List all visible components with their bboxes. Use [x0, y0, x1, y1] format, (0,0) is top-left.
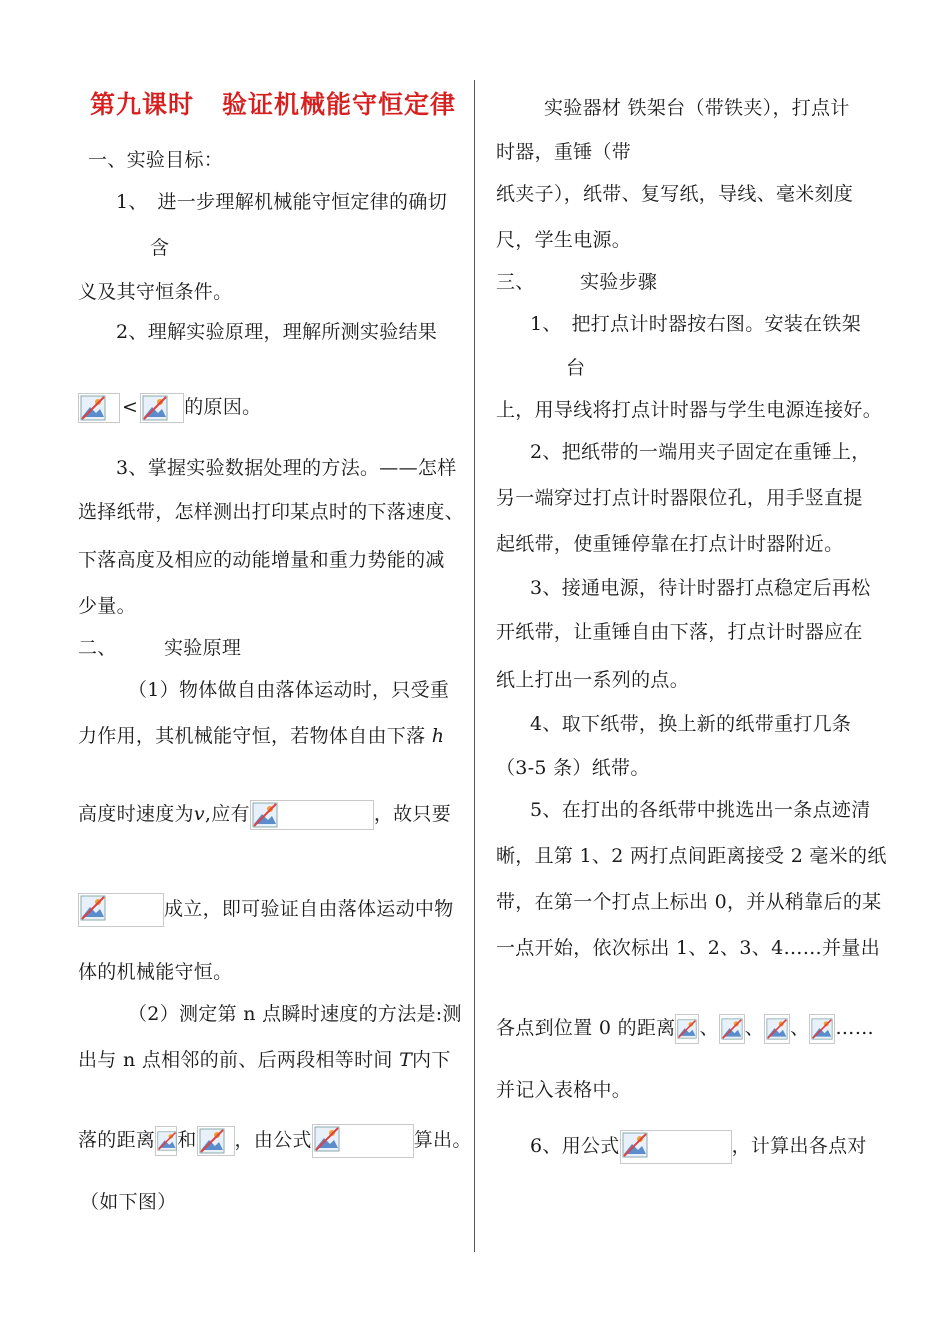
- formula-image-icon: [764, 1014, 790, 1044]
- principle-1-should-text: ,应有: [204, 803, 250, 825]
- equipment-line2: 时器，重锤（带: [496, 141, 632, 163]
- objective-1-line2: 含: [150, 237, 170, 259]
- step-2-line1: 2、把纸带的一端用夹子固定在重锤上，: [530, 441, 871, 463]
- step-5-line4: 一点开始，依次标出 1、2、3、4……并量出: [496, 937, 880, 959]
- principle-2-text: 出与 n 点相邻的前、后两段相等时间: [78, 1049, 393, 1071]
- principle-2-line1: （2）测定第 n 点瞬时速度的方法是:测: [128, 1003, 462, 1025]
- principle-1-text: 力作用，其机械能守恒，若物体自由下落: [78, 725, 426, 747]
- section-1-heading: 一、实验目标：: [88, 149, 224, 171]
- formula-image-icon: [809, 1014, 835, 1044]
- step-1-line1: 1、 把打点计时器按右图。安装在铁架: [530, 313, 861, 335]
- equipment-line3: 纸夹子），纸带、复写纸，导线、毫米刻度: [496, 183, 854, 205]
- objective-3-line3: 下落高度及相应的动能增量和重力势能的减: [78, 549, 445, 571]
- principle-1-line4: [78, 893, 454, 927]
- step-5-line1: 5、在打出的各纸带中挑选出一条点迹清: [530, 799, 871, 821]
- step-5-line6: 并记入表格中。: [496, 1079, 632, 1101]
- principle-2-line3: [78, 1124, 472, 1158]
- equipment-line1: 实验器材 铁架台（带铁夹），打点计: [544, 97, 850, 119]
- step-2-line3: 起纸带，使重锤停靠在打点计时器附近。: [496, 533, 844, 555]
- ellipsis: ……: [835, 1017, 875, 1039]
- formula-image-icon: [140, 393, 184, 423]
- step-4-line2: （3-5 条）纸带。: [496, 757, 650, 779]
- objective-1-line1: 1、 进一步理解机械能守恒定律的确切: [116, 191, 447, 213]
- section-3-number: 三、: [496, 271, 535, 293]
- formula-image-icon: [719, 1014, 745, 1044]
- step-6-line1: [530, 1130, 867, 1164]
- section-2-heading: 实验原理: [164, 637, 242, 659]
- separator: 、: [744, 1017, 765, 1039]
- objective-1-line3: 义及其守恒条件。: [78, 281, 233, 303]
- section-3-heading: 实验步骤: [580, 271, 658, 293]
- formula-image-icon: [78, 893, 164, 927]
- formula-image-icon: [675, 1014, 699, 1044]
- step-5-distance-text: 各点到位置 0 的距离: [496, 1017, 676, 1039]
- step-3-line1: 3、接通电源，待计时器打点稳定后再松: [530, 577, 871, 599]
- formula-image-icon: [312, 1124, 414, 1158]
- column-divider: [474, 80, 475, 1252]
- objective-3-line1: 3、掌握实验数据处理的方法。——怎样: [116, 457, 457, 479]
- objective-3-line2: 选择纸带，怎样测出打印某点时的下落速度、: [78, 501, 465, 523]
- principle-2-formula-text: ，由公式: [234, 1129, 312, 1151]
- principle-2-distance-text: 落的距离: [78, 1129, 156, 1151]
- principle-1-line1: （1）物体做自由落体运动时，只受重: [128, 679, 450, 701]
- variable-h: h: [431, 725, 445, 747]
- step-1-line2: 台: [566, 357, 586, 379]
- step-3-line2: 开纸带，让重锤自由下落，打点计时器应在: [496, 621, 863, 643]
- principle-1-verify-text: 成立，即可验证自由落体运动中物: [164, 898, 454, 920]
- page-title: [90, 90, 456, 120]
- principle-2-below-text: 内下: [412, 1049, 451, 1071]
- step-5-line3: 带，在第一个打点上标出 0，并从稍靠后的某: [496, 891, 882, 913]
- equipment-line4: 尺，学生电源。: [496, 229, 632, 251]
- principle-2-calc-text: 算出。: [413, 1129, 472, 1151]
- separator: 、: [699, 1017, 719, 1039]
- section-2-number: 二、: [78, 637, 117, 659]
- principle-1-line2: [78, 724, 444, 748]
- objective-3-line4: 少量。: [78, 595, 136, 617]
- principle-1-speed-text: 高度时速度为: [78, 803, 194, 825]
- less-than-symbol: <: [122, 396, 139, 418]
- principle-1-only-text: ，故只要: [373, 803, 452, 825]
- variable-v: v: [193, 803, 205, 825]
- principle-2-and-text: 和: [177, 1129, 197, 1151]
- formula-image-icon: [197, 1126, 235, 1156]
- step-3-line3: 纸上打出一系列的点。: [496, 669, 690, 691]
- objective-2-line1: 2、理解实验原理，理解所测实验结果: [116, 321, 438, 343]
- formula-image-icon: [620, 1130, 732, 1164]
- step-5-line5: [496, 1014, 874, 1044]
- title-lesson: 第九课时: [90, 90, 195, 119]
- step-2-line2: 另一端穿过打点计时器限位孔，用手竖直提: [496, 487, 863, 509]
- step-5-line2: 晰，且第 1、2 两打点间距离接受 2 毫米的纸: [496, 845, 887, 867]
- step-4-line1: 4、取下纸带，换上新的纸带重打几条: [530, 713, 852, 735]
- principle-2-line2: [78, 1048, 451, 1072]
- step-1-line3: 上，用导线将打点计时器与学生电源连接好。: [496, 399, 883, 421]
- step-6-formula-text: 6、用公式: [530, 1135, 620, 1157]
- principle-2-figure-note: （如下图）: [80, 1191, 177, 1213]
- separator: 、: [790, 1017, 810, 1039]
- step-6-calc-text: ，计算出各点对: [731, 1135, 867, 1157]
- title-topic: 验证机械能守恒定律: [222, 90, 457, 119]
- variable-T: T: [399, 1049, 413, 1071]
- objective-2-line2: [78, 393, 261, 423]
- principle-1-line3: [78, 800, 451, 830]
- formula-image-icon: [250, 800, 374, 830]
- principle-1-line5: 体的机械能守恒。: [78, 961, 233, 983]
- formula-image-icon: [155, 1126, 177, 1156]
- objective-2-reason: 的原因。: [184, 396, 262, 418]
- formula-image-icon: [78, 393, 120, 423]
